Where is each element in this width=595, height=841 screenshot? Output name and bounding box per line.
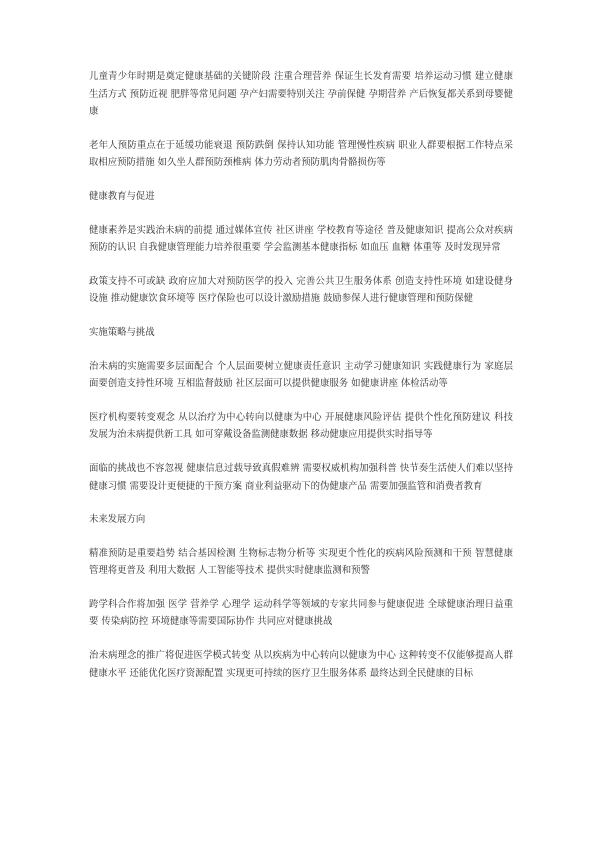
document-body bbox=[89, 68, 513, 682]
paragraph: 健康素养是实践治未病的前提 通过媒体宣传 社区讲座 学校教育等途径 普及健康知识 提高公众对疾病预防的认识 自我健康管理能力培养很重要 学会监测基本健康指标 如血压 血糖 体重等 及时发现异常 bbox=[89, 224, 513, 254]
section-heading: 实施策略与挑战 bbox=[89, 326, 155, 338]
paragraph: 医疗机构要转变观念 从以治疗为中心转向以健康为中心 开展健康风险评估 提供个性化预防建议 科技发展为治未病提供新工具 如可穿戴设备监测健康数据 移动健康应用提供实时指导等 bbox=[89, 411, 513, 441]
paragraph: 治未病理念的推广将促进医学模式转变 从以疾病为中心转向以健康为中心 这种转变不仅能够提高人群健康水平 还能优化医疗资源配置 实现更可持续的医疗卫生服务体系 最终达到全民健康的目标 bbox=[89, 650, 513, 679]
paragraph: 治未病的实施需要多层面配合 个人层面要树立健康责任意识 主动学习健康知识 实践健康行为 家庭层面要创造支持性环境 互相监督鼓励 社区层面可以提供健康服务 如健康讲座 体检活动等 bbox=[89, 360, 513, 390]
paragraph: 政策支持不可或缺 政府应加大对预防医学的投入 完善公共卫生服务体系 创造支持性环境 如建设健身设施 推动健康饮食环境等 医疗保险也可以设计激励措施 鼓励参保人进行健康管理和预防保健 bbox=[89, 275, 513, 305]
paragraph: 儿童青少年时期是奠定健康基础的关键阶段 注重合理营养 保证生长发育需要 培养运动习惯 建立健康生活方式 预防近视 肥胖等常见问题 孕产妇需要特别关注 孕前保健 孕期营养 产后恢复都关系到母婴健康 bbox=[89, 71, 513, 118]
section-heading: 健康教育与促进 bbox=[89, 190, 155, 202]
paragraph: 精准预防是重要趋势 结合基因检测 生物标志物分析等 实现更个性化的疾病风险预测和干预 智慧健康管理将更普及 利用大数据 人工智能等技术 提供实时健康监测和预警 bbox=[89, 547, 513, 577]
section-heading: 未来发展方向 bbox=[89, 514, 146, 526]
paragraph: 老年人预防重点在于延缓功能衰退 预防跌倒 保持认知功能 管理慢性疾病 职业人群要根据工作特点采取相应预防措施 如久坐人群预防颈椎病 体力劳动者预防肌肉骨骼损伤等 bbox=[89, 139, 513, 169]
paragraph: 面临的挑战也不容忽视 健康信息过载导致真假难辨 需要权威机构加强科普 快节奏生活使人们难以坚持健康习惯 需要设计更便捷的干预方案 商业利益驱动下的伪健康产品 需要加强监管和消费者教育 bbox=[89, 462, 513, 492]
paragraph: 跨学科合作将加强 医学 营养学 心理学 运动科学等领域的专家共同参与健康促进 全球健康治理日益重要 传染病防控 环境健康等需要国际协作 共同应对健康挑战 bbox=[89, 598, 513, 628]
